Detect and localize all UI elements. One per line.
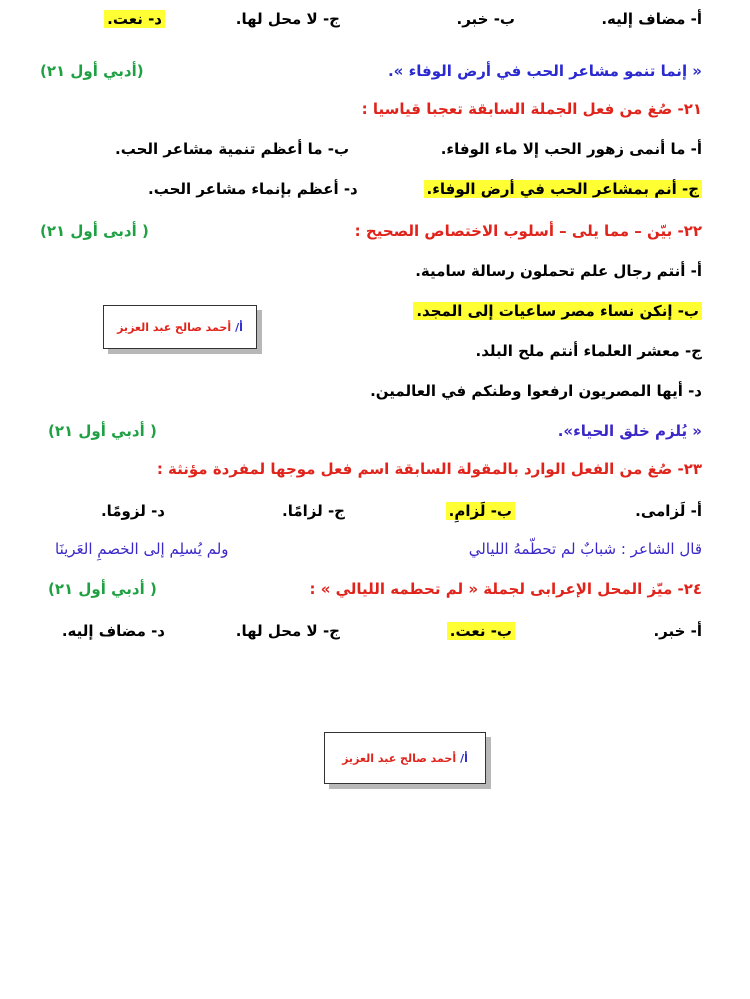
author-stamp-bottom [324,732,486,784]
q20-option-d: د- نعت. [104,10,165,28]
quote-1-source: (أدبي أول ٢١) [40,62,144,80]
author-stamp [103,305,257,349]
q21-option-c: ج- أنم بمشاعر الحب في أرض الوفاء. [424,180,702,198]
q21-option-b: ب- ما أعظم تنمية مشاعر الحب. [115,140,350,158]
q24-option-b: ب- نعت. [447,622,515,640]
q24-option-d: د- مضاف إليه. [61,622,165,640]
q21-option-a: أ- ما أنمى زهور الحب إلا ماء الوفاء. [440,140,702,158]
q22-option-b: ب- إنكن نساء مصر ساعيات إلى المجد. [413,302,702,320]
q24-option-a: أ- خبر. [653,622,702,640]
q24-option-c: ج- لا محل لها. [235,622,340,640]
q23-question: ٢٣- صُغ من الفعل الوارد بالمقولة السابقة اسم فعل موجها لمفردة مؤنثة : [156,460,702,478]
author-stamp-prefix: أ/ [235,320,243,334]
q23-option-a: أ- لَزامى. [635,502,702,520]
q22-option-d: د- أيها المصريون ارفعوا وطنكم في العالمين. [370,382,702,400]
q23-option-c: ج- لزامًا. [282,502,345,520]
q24-question: ٢٤- ميّز المحل الإعرابى لجملة « لم تحطمه الليالي » : [309,580,702,598]
quote-2-source: ( أدبي أول ٢١) [48,422,157,440]
author-stamp-bottom-name: أحمد صالح عبد العزيز [342,751,457,765]
poem-first-hemistich: قال الشاعر : شبابٌ لم تحطّمهُ الليالي [468,540,702,558]
q22-option-c: ج- معشر العلماء أنتم ملح البلد. [475,342,702,360]
q22-source: ( أدبى أول ٢١) [40,222,149,240]
author-stamp-name: أحمد صالح عبد العزيز [117,320,232,334]
q23-option-d: د- لزومًا. [100,502,165,520]
quote-1: « إنما تنمو مشاعر الحب في أرض الوفاء ». [387,62,702,80]
q20-option-c: ج- لا محل لها. [235,10,340,28]
q20-option-a: أ- مضاف إليه. [601,10,702,28]
q22-option-a: أ- أنتم رجال علم تحملون رسالة سامية. [415,262,702,280]
q21-option-d: د- أعظم بإنماء مشاعر الحب. [148,180,358,198]
q21-question: ٢١- صُغ من فعل الجملة السابقة تعجبا قياسيا : [361,100,702,118]
q23-option-b: ب- لَزامِ. [446,502,515,520]
author-stamp-bottom-prefix: أ/ [460,751,468,765]
q20-option-b: ب- خبر. [456,10,515,28]
q24-source: ( أدبي أول ٢١) [48,580,157,598]
poem-second-hemistich: ولم يُسلِم إلى الخصمِ العَرينَا [55,540,229,558]
q22-question: ٢٢- بيّن – مما يلى – أسلوب الاختصاص الصحيح : [354,222,702,240]
quote-2: « يُلزم خلق الحياء». [557,422,702,440]
